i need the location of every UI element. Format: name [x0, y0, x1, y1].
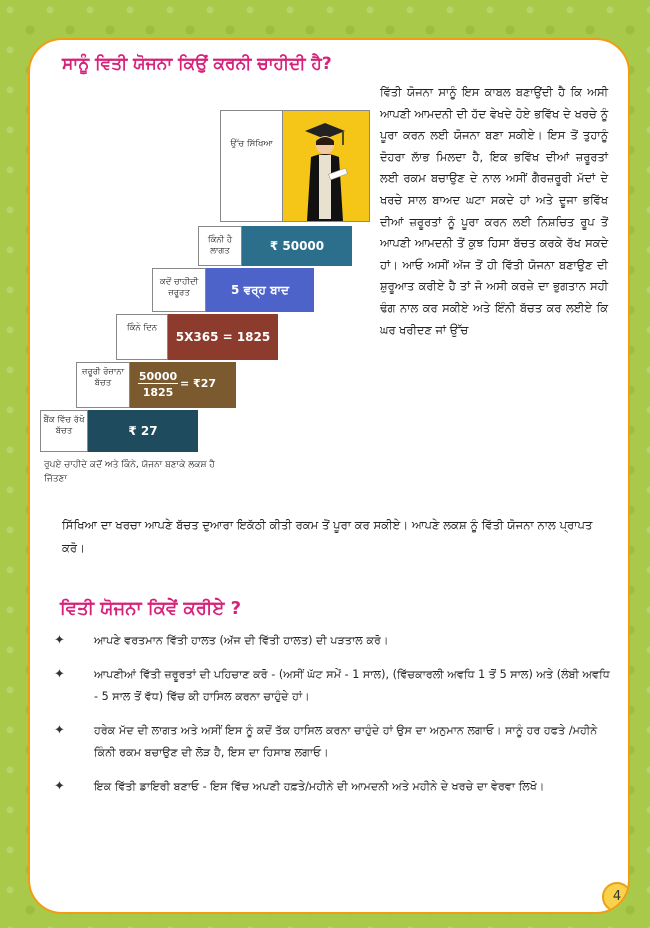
list-item-text: ਹਰੇਕ ਮੱਦ ਦੀ ਲਾਗਤ ਅਤੇ ਅਸੀਂ ਇਸ ਨੂੰ ਕਦੋਂ ਤੱਕ ਹਾਸਿਲ ਕਰਨਾ ਚਾਹੁੰਦੇ ਹਾਂ ਉਸ ਦਾ ਅਨੁਮਾਨ ਲਗਾਓ। ਸਾਨੂੰ ਹਰ ਹਫਤੇ /ਮਹੀਨੇ ਕਿੰਨੀ ਰਕਮ ਬਚਾਉਣ ਦੀ ਲੋੜ ਹੈ, ਇਸ ਦਾ ਹਿਸਾਬ ਲਗਾਓ। [94, 724, 598, 759]
list-item-text: ਇਕ ਵਿੱਤੀ ਡਾਇਰੀ ਬਣਾਓ - ਇਸ ਵਿੱਚ ਅਪਣੀ ਹਫ਼ਤੇ/ਮਹੀਨੇ ਦੀ ਆਮਦਨੀ ਅਤੇ ਮਹੀਨੇ ਦੇ ਖਰਚੇ ਦਾ ਵੇਰਵਾ ਲਿਖੋ। [94, 780, 545, 793]
step-3-value: 5X365 = 1825 [168, 314, 278, 360]
step-4-value [130, 362, 236, 408]
how-to-list [54, 630, 614, 810]
step-2-value: 5 ਵਰ੍ਹ ਬਾਦ [206, 268, 314, 312]
fraction-numerator: 50000 [138, 370, 178, 383]
intro-paragraph-continued: ਸਿੱਖਿਆ ਦਾ ਖਰਚਾ ਆਪਣੇ ਬੱਚਤ ਦੁਆਰਾ ਇਕੱਠੀ ਕੀਤੀ ਰਕਮ ਤੋਂ ਪੂਰਾ ਕਰ ਸਕੀਏ। ਆਪਣੇ ਲਕਸ਼ ਨੂੰ ਵਿੱਤੀ ਯੋਜਨਾ ਨਾਲ ਪ੍ਰਾਪਤ ਕਰੋ। [62, 518, 593, 555]
graduate-figure [285, 111, 365, 223]
step-1-value: ₹ 50000 [242, 226, 352, 266]
step-1-label: ਕਿੰਨੀ ਹੈ ਲਾਗਤ [198, 226, 242, 266]
step-5-label: ਬੈਂਕ ਵਿੱਚ ਰੱਖੋ ਬੱਚਤ [40, 410, 88, 452]
step-4-label: ਜ਼ਰੂਰੀ ਰੋਜ਼ਾਨਾ ਬੱਚਤ [76, 362, 130, 408]
section-heading-why: ਸਾਨੂੰ ਵਿਤੀ ਯੋਜਨਾ ਕਿਉਂ ਕਰਨੀ ਚਾਹੀਦੀ ਹੈ? [62, 54, 332, 74]
fraction-denominator: 1825 [142, 386, 174, 399]
star-bullet-icon: ✦ [54, 633, 65, 648]
page-panel [28, 38, 630, 914]
list-item-text: ਆਪਣੀਆਂ ਵਿੱਤੀ ਜ਼ਰੂਰਤਾਂ ਦੀ ਪਹਿਚਾਣ ਕਰੋ - (ਅਸੀਂ ਘੱਟ ਸਮੇਂ - 1 ਸਾਲ), (ਵਿੱਚਕਾਰਲੀ ਅਵਧਿ 1 ਤੋਂ 5 ਸਾਲ) ਅਤੇ (ਲੰਬੀ ਅਵਧਿ - 5 ਸਾਲ ਤੋਂ ਵੱਧ) ਵਿੱਚ ਕੀ ਹਾਸਿਲ ਕਰਨਾ ਚਾਹੁੰਦੇ ਹਾਂ। [94, 668, 610, 703]
fraction-result: = ₹27 [180, 377, 217, 390]
page-number: 4 [602, 882, 630, 912]
list-item [54, 630, 614, 652]
list-item [54, 720, 614, 764]
star-bullet-icon: ✦ [54, 723, 65, 738]
top-step-label: ਉੱਚ ਸਿੱਖਿਆ [221, 111, 283, 221]
illustration-caption: ਰੁਪਏ ਚਾਹੀਦੇ ਕਦੋਂ ਅਤੇ ਕਿੰਨੇ, ਯੋਜਨਾ ਬਣਾਕੇ ਲਕਸ਼ ਹੈ ਜਿੱਤਣਾ [44, 460, 215, 484]
star-bullet-icon: ✦ [54, 779, 65, 794]
savings-stairs-illustration [40, 100, 370, 484]
step-3-label: ਕਿੰਨੇ ਦਿਨ [116, 314, 168, 360]
list-item [54, 776, 614, 798]
step-2-label: ਕਦੋਂ ਚਾਹੀਦੀ ਜ਼ਰੂਰਤ [152, 268, 206, 312]
top-step [220, 110, 370, 222]
step-5-value: ₹ 27 [88, 410, 198, 452]
section-heading-how: ਵਿਤੀ ਯੋਜਨਾ ਕਿਵੇਂ ਕਰੀਏ ? [60, 598, 242, 619]
list-item-text: ਆਪਣੇ ਵਰਤਮਾਨ ਵਿੱਤੀ ਹਾਲਤ (ਅੱਜ ਦੀ ਵਿੱਤੀ ਹਾਲਤ) ਦੀ ਪੜਤਾਲ ਕਰੋ। [94, 634, 389, 647]
intro-paragraph: ਵਿੱਤੀ ਯੋਜਨਾ ਸਾਨੂੰ ਇਸ ਕਾਬਲ ਬਣਾਉਂਦੀ ਹੈ ਕਿ ਅਸੀ ਆਪਣੀ ਆਮਦਨੀ ਦੀ ਹੱਦ ਵੇਖਦੇ ਹੋਏ ਭਵਿੱਖ ਦੇ ਖਰਚੇ ਨੂੰ ਪੂਰਾ ਕਰਨ ਲਈ ਯੋਜਨਾ ਬਣਾ ਸਕੀਏ। ਇਸ ਤੋਂ ਤੁਹਾਨੂੰ ਦੋਹਰਾ ਲਾੱਭ ਮਿਲਦਾ ਹੈ, ਇਕ ਭਵਿੱਖ ਦੀਆਂ ਜ਼ਰੂਰਤਾਂ ਲਈ ਰਕਮ ਬਚਾਉਣ ਦੇ ਨਾਲ ਅਸੀਂ ਗੈਰਜ਼ਰੂਰੀ ਮੱਦਾਂ ਦੇ ਖਰਚੇ ਸਾਲ ਬਾਅਦ ਘਟਾ ਸਕਦੇ ਹਾਂ ਅਤੇ ਦੂਜਾ ਭਵਿੱਖ ਦੀਆਂ ਜ਼ਰੂਰਤਾਂ ਨੂੰ ਪੂਰਾ ਕਰਨ ਲਈ ਨਿਸ਼ਚਿਤ ਰੂਪ ਤੋਂ ਆਪਣੀ ਆਮਦਨੀ ਤੋਂ ਕੁਝ ਹਿਸਾ ਬੱਚਤ ਕਰਕੇ ਰੱਖ ਸਕਦੇ ਹਾਂ। ਆਓ ਅਸੀਂ ਅੱਜ ਤੋਂ ਹੀ ਵਿੱਤੀ ਯੋਜਨਾ ਬਣਾਉਣ ਦੀ ਸ਼ੁਰੂਆਤ ਕਰੀਏ ਹੈ ਤਾਂ ਜੋ ਅਸੀ ਕਰਜ਼ੇ ਦਾ ਭੁਗਤਾਨ ਸਹੀ ਢੰਗ ਨਾਲ ਕਰ ਸਕੀਏ ਅਤੇ ਇੰਨੀ ਬੱਚਤ ਕਰ ਲਈਏ ਕਿ ਘਰ ਖਰੀਦਣ ਜਾਂ ਉੱਚ [380, 85, 608, 337]
star-bullet-icon: ✦ [54, 667, 65, 682]
list-item [54, 664, 614, 708]
